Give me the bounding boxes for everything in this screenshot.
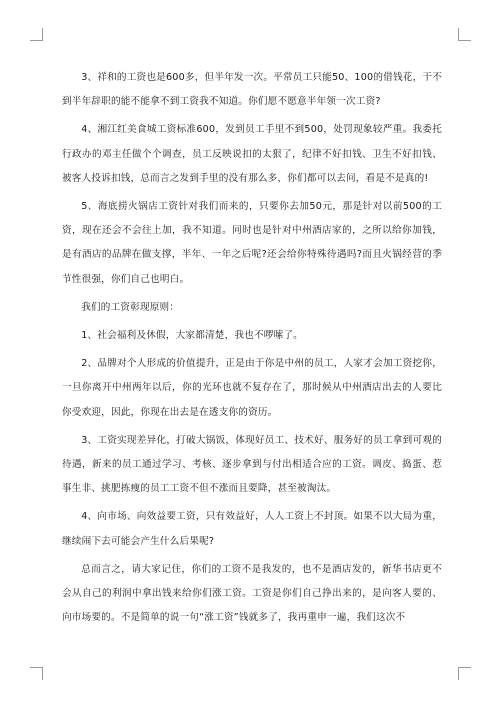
- section-heading-principles: 我们的工资彰现原则：: [81, 301, 180, 313]
- crop-mark-top-left: [30, 28, 43, 41]
- document-body: [62, 66, 442, 634]
- principle-4: 4、向市场、向效益要工资，只有效益好，人人工资上不封顶。如果不以大局为重，继续闹下去可能会产生什么后果呢?: [62, 511, 442, 547]
- crop-mark-top-right: [458, 28, 471, 41]
- paragraph-item-5: 5、海底捞火锅店工资针对我们而来的，只要你去加50元，那是针对以前500的工资，现在还会不会往上加，我不知道。同时也是针对中州酒店家的，之所以给你加钱，是有酒店的品牌在做支撑，半年、一年之后呢?还会给你特殊待遇吗?而且火锅经营的季节性很强，你们自己也明白。: [62, 201, 442, 285]
- principle-2: 2、品牌对个人形成的价值提升，正是由于你是中州的员工，人家才会加工资挖你，一旦你离开中州两年以后，你的光环也就不复存在了，那时候从中州酒店出去的人要比你受欢迎，因此，你现在出去是在透支你的资历。: [62, 358, 442, 418]
- principle-3: 3、工资实现差异化，打破大锅饭，体现好员工、技术好、服务好的员工拿到可观的待遇，新来的员工通过学习、考核、逐步拿到与付出相适合应的工资。调皮、捣蛋、惹事生非、挑肥拣瘦的员工工资不但不涨而且要降，甚至被淘汰。: [62, 434, 442, 495]
- crop-mark-bottom-right: [458, 667, 471, 680]
- crop-mark-bottom-left: [30, 667, 43, 680]
- paragraph-item-4: 4、湘江红美食城工资标准600，发到员工手里不到500，处罚现象较严重。我委托行政办的邓主任做个个调查，员工反映说扣的太狠了，纪律不好扣钱、卫生不好扣钱、被客人投诉扣钱，总而言之发到手里的没有那么多，你们都可以去问，看是不是真的!: [62, 124, 442, 184]
- summary-paragraph: 总而言之，请大家记住，你们的工资不是我发的，也不是酒店发的，新华书店更不会从自己的利润中拿出钱来给你们涨工资。工资是你们自己挣出来的，是向客人要的、向市场要的。不是简单的说一句“涨工资”钱就多了，我再重申一遍，我们这次不: [62, 563, 442, 624]
- principle-1: 1、社会福利及休假，大家都清楚，我也不啰嗦了。: [81, 330, 303, 342]
- paragraph-item-3: 3、祥和的工资也是600多，但半年发一次。平常员工只能50、100的借钱花，干不到半年辞职的能不能拿不到工资我不知道。你们愿不愿意半年领一次工资?: [62, 72, 442, 108]
